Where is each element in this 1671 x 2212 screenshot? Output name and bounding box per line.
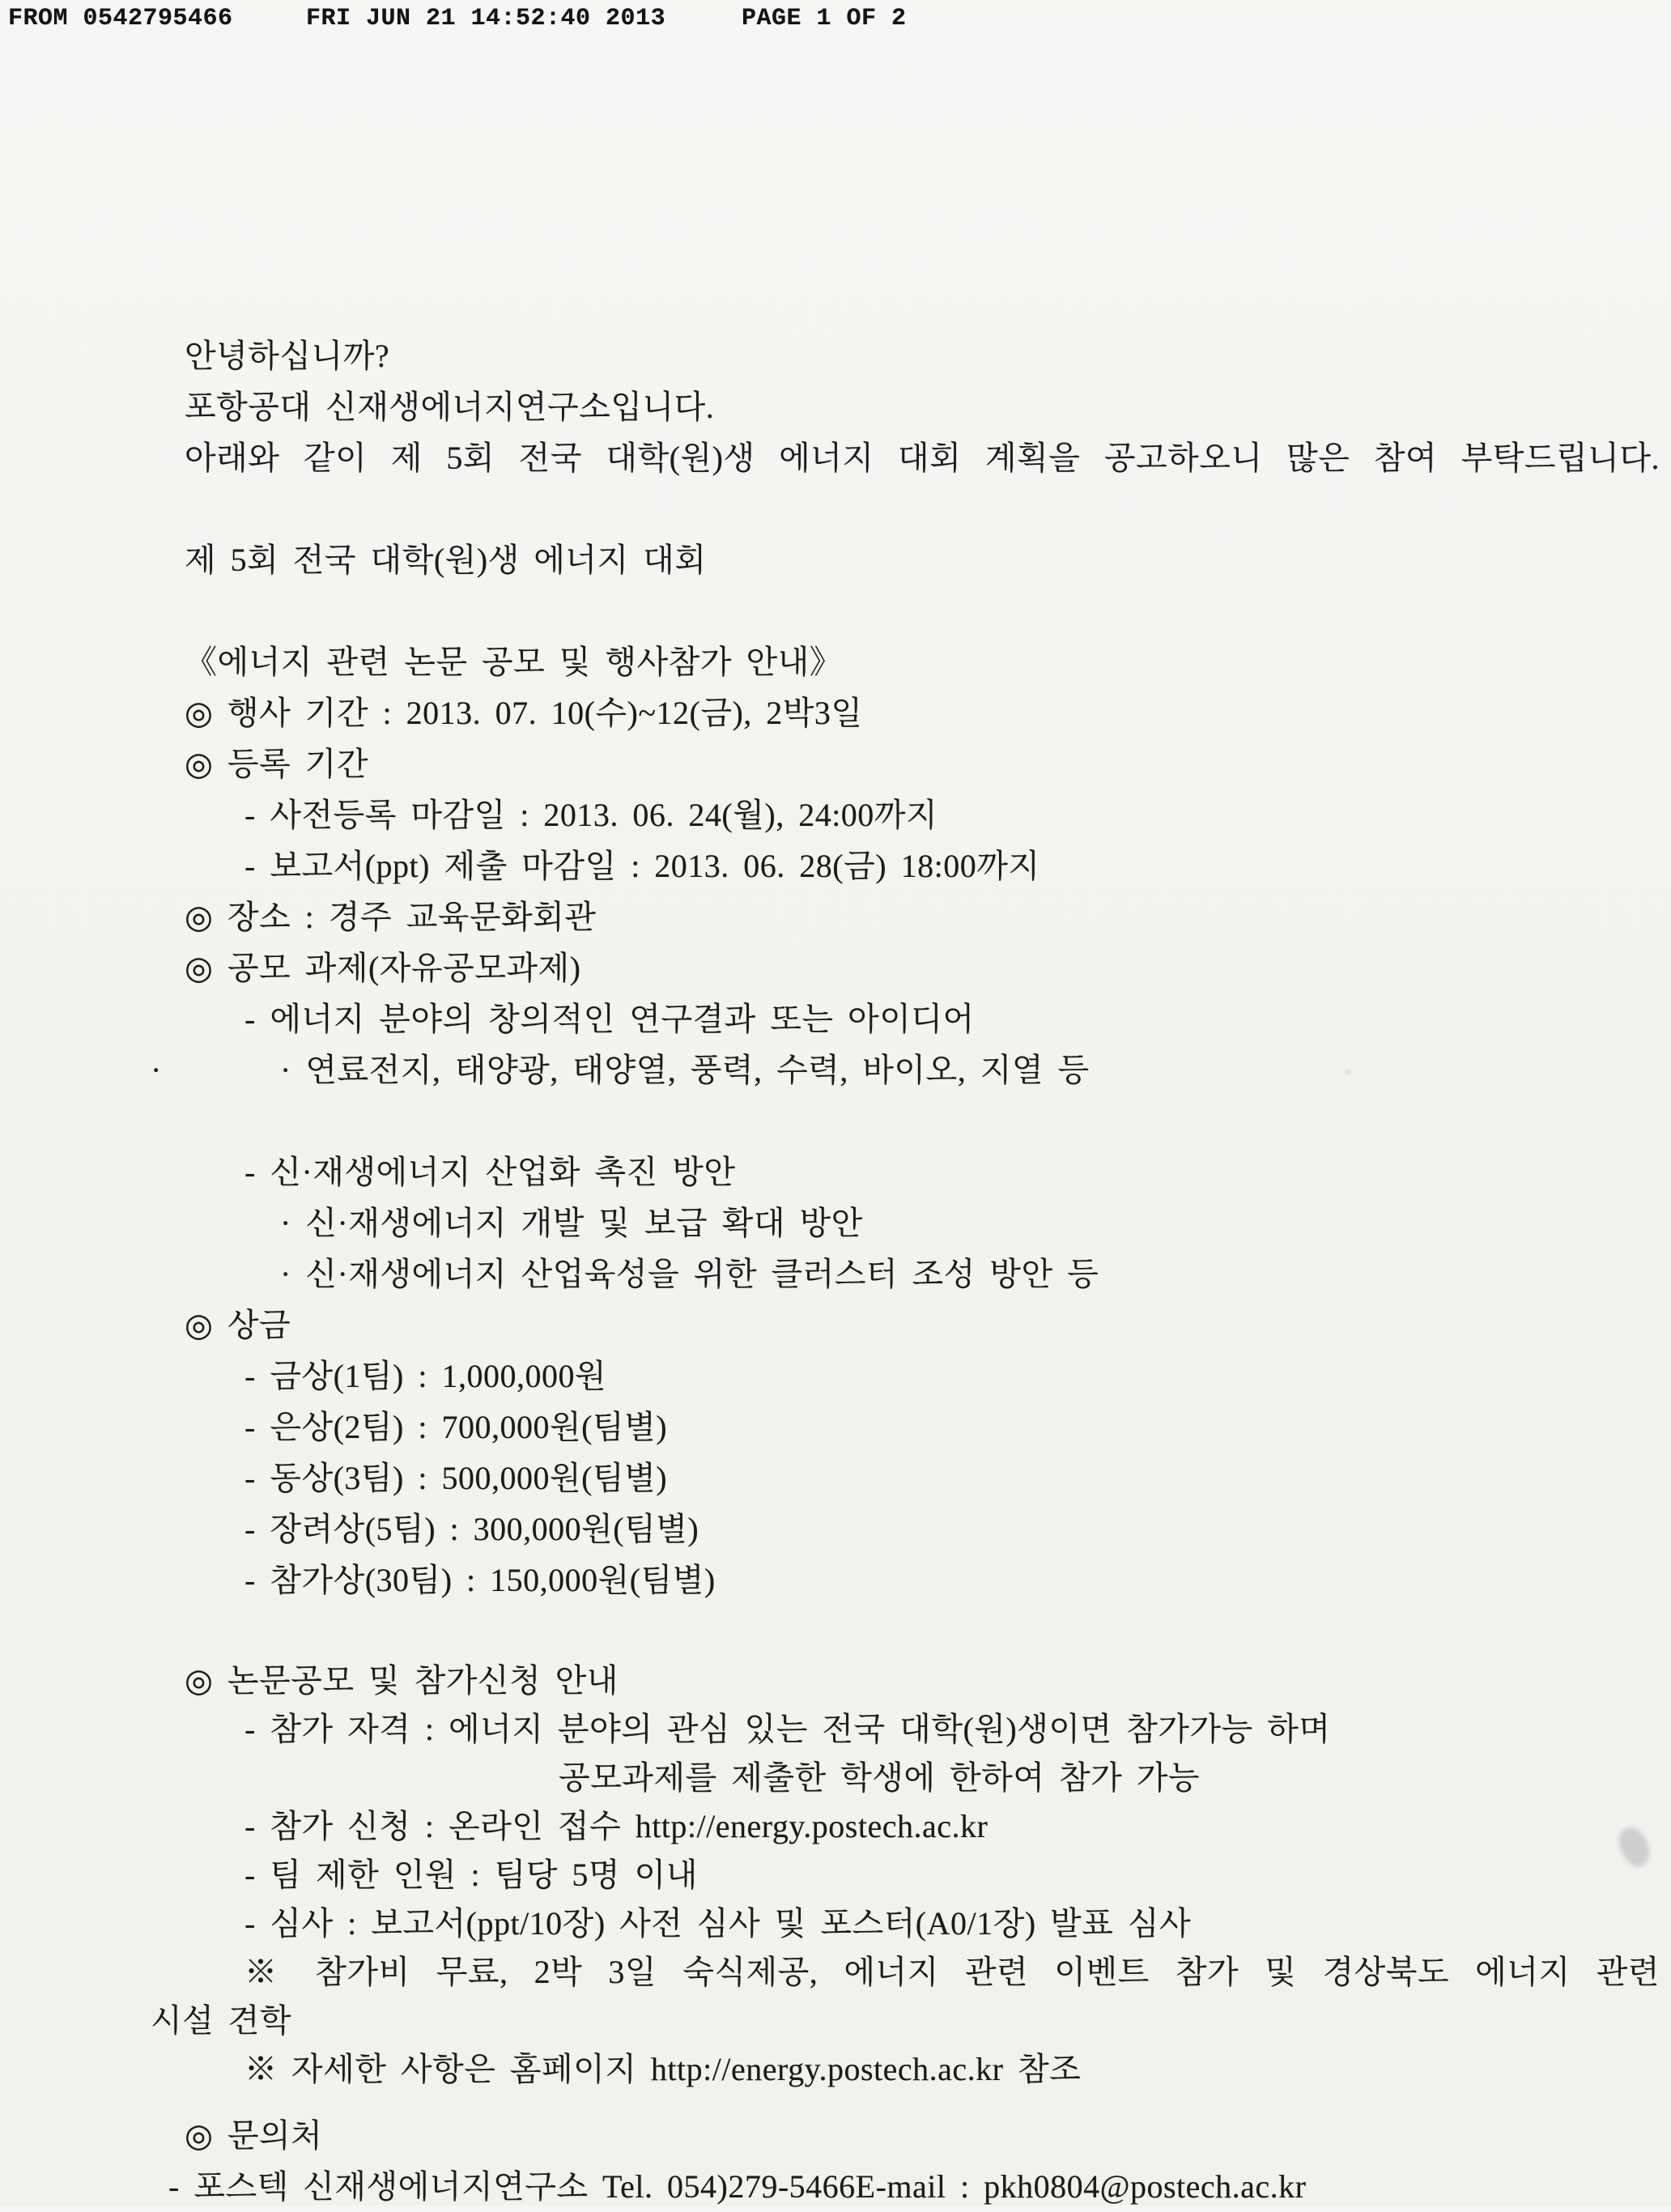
line-text: - 동상(3팀) : 500,000원(팀별) (244, 1460, 668, 1496)
line-text: ◎ 문의처 (185, 2117, 323, 2154)
line-text: - 보고서(ppt) 제출 마감일 : 2013. 06. 28(금) 18:00까지 (244, 848, 1040, 884)
blank-line (185, 1606, 1660, 1657)
stray-dot-mark: · (151, 1052, 162, 1088)
line-text: ◎ 논문공모 및 참가신청 안내 (185, 1662, 619, 1699)
eligibility-continuation-line (185, 1754, 1660, 1802)
topic-industrialization-line (185, 1146, 1660, 1197)
event-title-line (185, 534, 1660, 585)
line-text: 포항공대 신재생에너지연구소입니다. (185, 389, 715, 425)
prize-silver-line (185, 1402, 1660, 1453)
prize-bronze-line (185, 1453, 1660, 1504)
line-text: ※ 참가비 무료, 2박 3일 숙식제공, 에너지 관련 이벤트 참가 및 경상북도 에너지 관련 (244, 1954, 1660, 1990)
line-text: · 연료전지, 태양광, 태양열, 풍력, 수력, 바이오, 지열 등 (280, 1052, 1090, 1088)
contact-heading-line (185, 2110, 1660, 2161)
line-text: 시설 견학 (151, 2002, 292, 2039)
document-body (151, 330, 1660, 2212)
scan-speck-artifact (1344, 1069, 1352, 1075)
line-text: - 에너지 분야의 창의적인 연구결과 또는 아이디어 (244, 1001, 975, 1037)
line-text: - 금상(1팀) : 1,000,000원 (244, 1358, 607, 1394)
prize-encouragement-line (185, 1504, 1660, 1555)
topic-research-line (185, 993, 1660, 1044)
application-heading-line (185, 1657, 1660, 1705)
prizes-heading-line (185, 1300, 1660, 1351)
report-deadline-line (185, 840, 1660, 891)
topic-industrialization-sub2-line (185, 1249, 1660, 1300)
line-text: 제 5회 전국 대학(원)생 에너지 대회 (185, 542, 707, 578)
line-text: · 신·재생에너지 개발 및 보급 확대 방안 (280, 1205, 863, 1241)
line-text: - 참가 자격 : 에너지 분야의 관심 있는 전국 대학(원)생이면 참가가능 하며 (244, 1711, 1331, 1747)
line-text: - 장려상(5팀) : 300,000원(팀별) (244, 1511, 699, 1547)
judging-line (185, 1899, 1660, 1948)
blank-line (185, 1095, 1660, 1146)
event-period-line (185, 687, 1660, 738)
announcement-intro-line (185, 432, 1660, 483)
line-text: · 신·재생에너지 산업육성을 위한 클러스터 조성 방안 등 (280, 1256, 1099, 1292)
homepage-note-line (185, 2045, 1660, 2094)
free-participation-note-wrap-line (151, 1997, 1660, 2045)
sender-intro-line (185, 381, 1660, 432)
line-text: - 포스텍 신재생에너지연구소 Tel. 054)279-5466E-mail : pkh0804@postech.ac.kr (168, 2168, 1307, 2205)
preregistration-deadline-line (185, 789, 1660, 840)
fax-transmission-header (0, 5, 1671, 44)
line-text: - 신·재생에너지 산업화 촉진 방안 (244, 1154, 736, 1190)
line-text: ◎ 행사 기간 : 2013. 07. 10(수)~12(금), 2박3일 (185, 695, 863, 731)
fax-sender-number: FROM 0542795466 (8, 5, 233, 32)
fax-page-count: PAGE 1 OF 2 (742, 5, 907, 32)
line-text: 《에너지 관련 논문 공모 및 행사참가 안내》 (185, 644, 843, 680)
prize-gold-line (185, 1351, 1660, 1402)
free-participation-note-line (185, 1948, 1660, 1997)
topic-industrialization-sub1-line (185, 1197, 1660, 1249)
line-text: - 팀 제한 인원 : 팀당 5명 이내 (244, 1857, 698, 1893)
team-limit-line (185, 1851, 1660, 1899)
blank-line (185, 2094, 1660, 2110)
line-text: - 참가 신청 : 온라인 접수 http://energy.postech.ac.kr (244, 1808, 989, 1844)
blank-line (185, 585, 1660, 636)
topic-research-examples-line (151, 1044, 1660, 1095)
contest-topics-heading-line (185, 942, 1660, 993)
line-text: 공모과제를 제출한 학생에 한하여 참가 가능 (559, 1759, 1201, 1796)
venue-line (185, 891, 1660, 942)
line-text: ◎ 등록 기간 (185, 746, 368, 782)
line-text: 안녕하십니까? (185, 338, 390, 374)
greeting-line (185, 330, 1660, 381)
fax-timestamp: FRI JUN 21 14:52:40 2013 (306, 5, 666, 32)
line-text: 아래와 같이 제 5회 전국 대학(원)생 에너지 대회 계획을 공고하오니 많은 참여 부탁드립니다. (185, 440, 1660, 476)
contact-info-line (168, 2161, 1660, 2212)
line-text: ※ 자세한 사항은 홈페이지 http://energy.postech.ac.kr 참조 (244, 2051, 1082, 2087)
notice-heading-line (185, 636, 1660, 687)
eligibility-line (185, 1705, 1660, 1754)
application-method-line (185, 1802, 1660, 1851)
blank-line (185, 483, 1660, 534)
line-text: - 참가상(30팀) : 150,000원(팀별) (244, 1562, 716, 1598)
line-text: - 은상(2팀) : 700,000원(팀별) (244, 1409, 668, 1445)
line-text: - 심사 : 보고서(ppt/10장) 사전 심사 및 포스터(A0/1장) 발표 심사 (244, 1905, 1192, 1942)
line-text: ◎ 장소 : 경주 교육문화회관 (185, 899, 597, 935)
line-text: ◎ 상금 (185, 1307, 291, 1343)
registration-period-heading-line (185, 738, 1660, 789)
prize-participation-line (185, 1555, 1660, 1606)
line-text: ◎ 공모 과제(자유공모과제) (185, 950, 581, 986)
line-text: - 사전등록 마감일 : 2013. 06. 24(월), 24:00까지 (244, 797, 938, 833)
